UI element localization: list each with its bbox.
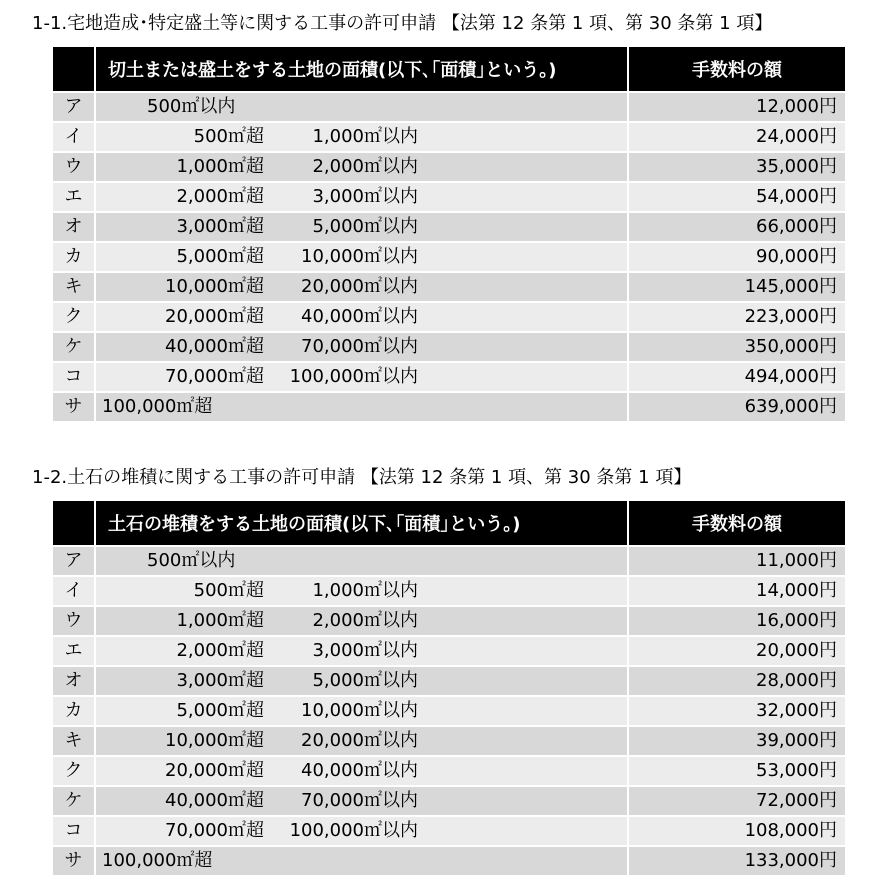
header-area: 土石の堆積をする土地の面積(以下､｢面積｣という｡) — [95, 501, 628, 546]
area-range — [96, 213, 627, 241]
table-row — [53, 92, 845, 122]
table-row — [53, 122, 845, 152]
area-to: 10,000㎡以内 — [301, 700, 418, 721]
row-fee: 66,000円 — [628, 212, 845, 242]
table-row — [53, 362, 845, 392]
area-range — [96, 787, 627, 815]
area-range — [96, 667, 627, 695]
area-from: 500㎡以内 — [147, 550, 236, 571]
row-fee: 16,000円 — [628, 606, 845, 636]
table-row — [53, 272, 845, 302]
table-row — [53, 302, 845, 332]
row-label: ウ — [53, 606, 95, 636]
table-row — [53, 546, 845, 576]
row-label: ク — [53, 302, 95, 332]
row-fee: 12,000円 — [628, 92, 845, 122]
area-from: 2,000㎡超 — [176, 640, 264, 661]
table-row — [53, 392, 845, 421]
area-to: 100,000㎡以内 — [289, 366, 418, 387]
row-area — [95, 332, 628, 362]
area-to: 3,000㎡以内 — [312, 640, 418, 661]
table-row — [53, 636, 845, 666]
row-label: ア — [53, 546, 95, 576]
row-label: ケ — [53, 332, 95, 362]
fee-table-soil-stacking — [53, 501, 845, 875]
table-row — [53, 212, 845, 242]
row-label: サ — [53, 392, 95, 421]
area-range — [96, 637, 627, 665]
row-label: キ — [53, 272, 95, 302]
area-from: 500㎡超 — [193, 580, 264, 601]
header-fee: 手数料の額 — [628, 47, 845, 92]
area-range — [96, 93, 627, 121]
table-body — [53, 92, 845, 421]
area-to: 100,000㎡以内 — [289, 820, 418, 841]
row-label: オ — [53, 666, 95, 696]
row-area — [95, 212, 628, 242]
row-fee: 54,000円 — [628, 182, 845, 212]
row-area — [95, 666, 628, 696]
row-fee: 639,000円 — [628, 392, 845, 421]
area-from: 500㎡超 — [193, 126, 264, 147]
table-row — [53, 696, 845, 726]
row-area — [95, 546, 628, 576]
row-fee: 133,000円 — [628, 846, 845, 875]
row-label: カ — [53, 242, 95, 272]
area-to: 40,000㎡以内 — [301, 760, 418, 781]
row-area — [95, 696, 628, 726]
row-fee: 28,000円 — [628, 666, 845, 696]
row-area — [95, 816, 628, 846]
row-area — [95, 272, 628, 302]
row-label: ウ — [53, 152, 95, 182]
row-fee: 145,000円 — [628, 272, 845, 302]
table-row — [53, 846, 845, 875]
row-fee: 20,000円 — [628, 636, 845, 666]
area-range — [96, 757, 627, 785]
area-from: 5,000㎡超 — [176, 700, 264, 721]
row-label: エ — [53, 636, 95, 666]
area-to: 10,000㎡以内 — [301, 246, 418, 267]
row-area — [95, 362, 628, 392]
area-to: 70,000㎡以内 — [301, 790, 418, 811]
area-range — [96, 333, 627, 361]
row-fee: 39,000円 — [628, 726, 845, 756]
table-row — [53, 816, 845, 846]
area-to: 5,000㎡以内 — [312, 670, 418, 691]
row-area — [95, 152, 628, 182]
area-from: 1,000㎡超 — [176, 610, 264, 631]
area-range — [96, 183, 627, 211]
row-area — [95, 392, 628, 421]
area-from: 2,000㎡超 — [176, 186, 264, 207]
row-label: キ — [53, 726, 95, 756]
row-label: ア — [53, 92, 95, 122]
area-to: 20,000㎡以内 — [301, 276, 418, 297]
row-fee: 72,000円 — [628, 786, 845, 816]
row-area — [95, 302, 628, 332]
row-label: ケ — [53, 786, 95, 816]
row-area — [95, 606, 628, 636]
area-range — [96, 727, 627, 755]
row-label: サ — [53, 846, 95, 875]
area-range — [96, 393, 627, 421]
row-label: ク — [53, 756, 95, 786]
area-from: 10,000㎡超 — [165, 276, 264, 297]
table-header-row — [53, 47, 845, 92]
table-row — [53, 756, 845, 786]
row-label: オ — [53, 212, 95, 242]
area-range — [96, 577, 627, 605]
row-fee: 11,000円 — [628, 546, 845, 576]
area-range — [96, 547, 627, 575]
table-body — [53, 546, 845, 875]
header-fee: 手数料の額 — [628, 501, 845, 546]
row-fee: 90,000円 — [628, 242, 845, 272]
area-from: 10,000㎡超 — [165, 730, 264, 751]
row-area — [95, 242, 628, 272]
table-row — [53, 726, 845, 756]
area-to: 40,000㎡以内 — [301, 306, 418, 327]
section-2-title: 1-2.土石の堆積に関する工事の許可申請 【法第 12 条第 1 項、第 30 条第 1 項】 — [32, 467, 692, 488]
table-row — [53, 332, 845, 362]
area-range — [96, 697, 627, 725]
header-label-blank — [53, 501, 95, 546]
area-to: 20,000㎡以内 — [301, 730, 418, 751]
table-row — [53, 182, 845, 212]
row-area — [95, 756, 628, 786]
area-from: 1,000㎡超 — [176, 156, 264, 177]
table-row — [53, 242, 845, 272]
area-range — [96, 363, 627, 391]
area-from: 40,000㎡超 — [165, 790, 264, 811]
row-fee: 14,000円 — [628, 576, 845, 606]
area-range — [96, 817, 627, 845]
row-label: イ — [53, 576, 95, 606]
area-range — [96, 303, 627, 331]
area-to: 1,000㎡以内 — [312, 580, 418, 601]
table-row — [53, 666, 845, 696]
area-to: 70,000㎡以内 — [301, 336, 418, 357]
area-from: 500㎡以内 — [147, 96, 236, 117]
row-area — [95, 122, 628, 152]
table-row — [53, 786, 845, 816]
area-to: 5,000㎡以内 — [312, 216, 418, 237]
area-to: 1,000㎡以内 — [312, 126, 418, 147]
row-area — [95, 726, 628, 756]
row-fee: 223,000円 — [628, 302, 845, 332]
area-to: 2,000㎡以内 — [312, 610, 418, 631]
row-fee: 108,000円 — [628, 816, 845, 846]
row-label: エ — [53, 182, 95, 212]
area-from: 100,000㎡超 — [102, 396, 213, 417]
row-label: コ — [53, 816, 95, 846]
row-area — [95, 786, 628, 816]
area-range — [96, 153, 627, 181]
row-label: コ — [53, 362, 95, 392]
section-1-title: 1-1.宅地造成･特定盛土等に関する工事の許可申請 【法第 12 条第 1 項、第 30 条第 1 項】 — [32, 13, 773, 34]
header-area: 切土または盛土をする土地の面積(以下､｢面積｣という｡) — [95, 47, 628, 92]
area-from: 5,000㎡超 — [176, 246, 264, 267]
fee-table-cut-fill — [53, 47, 845, 421]
header-label-blank — [53, 47, 95, 92]
area-from: 3,000㎡超 — [176, 216, 264, 237]
area-range — [96, 243, 627, 271]
row-fee: 32,000円 — [628, 696, 845, 726]
table-row — [53, 606, 845, 636]
table-row — [53, 576, 845, 606]
area-from: 40,000㎡超 — [165, 336, 264, 357]
area-range — [96, 273, 627, 301]
row-fee: 350,000円 — [628, 332, 845, 362]
area-range — [96, 607, 627, 635]
table-row — [53, 152, 845, 182]
area-from: 20,000㎡超 — [165, 760, 264, 781]
area-range — [96, 123, 627, 151]
row-label: イ — [53, 122, 95, 152]
table-header-row — [53, 501, 845, 546]
area-range — [96, 847, 627, 875]
row-area — [95, 846, 628, 875]
row-area — [95, 576, 628, 606]
area-to: 3,000㎡以内 — [312, 186, 418, 207]
row-area — [95, 636, 628, 666]
row-fee: 53,000円 — [628, 756, 845, 786]
area-from: 70,000㎡超 — [165, 820, 264, 841]
row-area — [95, 182, 628, 212]
area-from: 100,000㎡超 — [102, 850, 213, 871]
row-label: カ — [53, 696, 95, 726]
row-fee: 35,000円 — [628, 152, 845, 182]
area-from: 70,000㎡超 — [165, 366, 264, 387]
area-from: 3,000㎡超 — [176, 670, 264, 691]
row-fee: 24,000円 — [628, 122, 845, 152]
area-from: 20,000㎡超 — [165, 306, 264, 327]
row-area — [95, 92, 628, 122]
area-to: 2,000㎡以内 — [312, 156, 418, 177]
row-fee: 494,000円 — [628, 362, 845, 392]
